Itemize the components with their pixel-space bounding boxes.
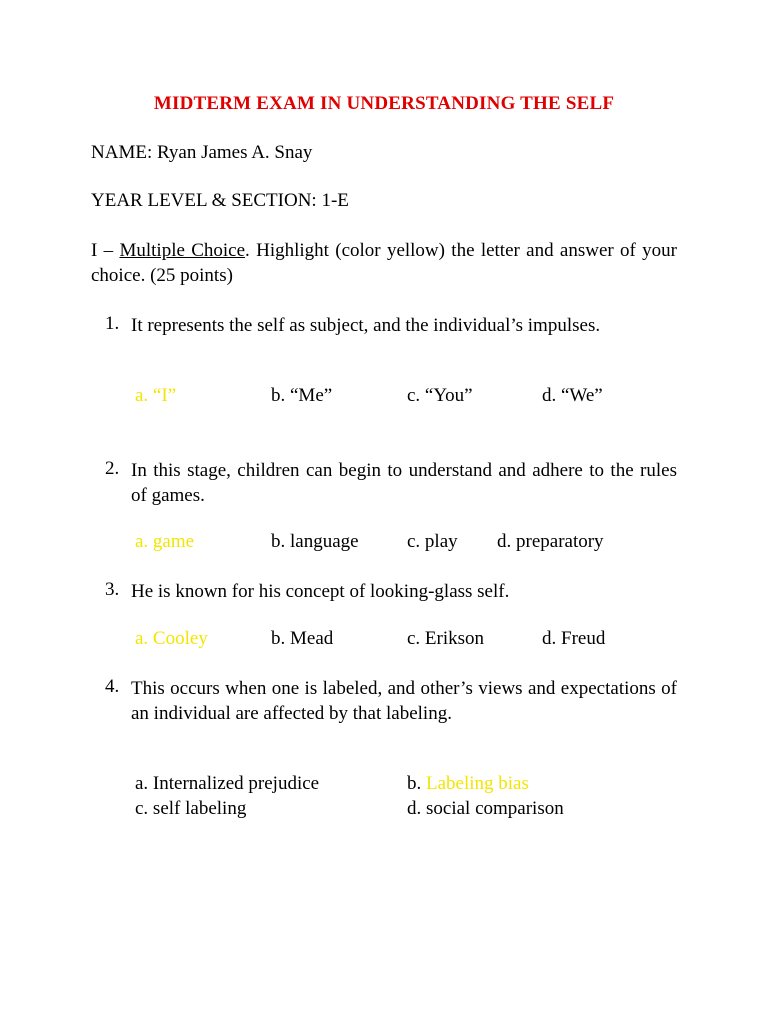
answer-option-selected-letter bbox=[407, 773, 529, 795]
section-instructions bbox=[91, 238, 677, 288]
answer-option: a. Internalized prejudice bbox=[135, 773, 320, 794]
student-name: NAME: Ryan James A. Snay bbox=[91, 142, 313, 163]
answer-option: c. play bbox=[407, 531, 458, 552]
answer-option-selected: a. “I” bbox=[135, 385, 177, 406]
question-number: 1. bbox=[105, 313, 120, 334]
answer-option: c. Erikson bbox=[407, 628, 485, 649]
section-heading: Multiple Choice bbox=[119, 240, 246, 261]
question-number: 2. bbox=[105, 458, 120, 479]
answer-option-selected: a. game bbox=[135, 531, 195, 552]
answer-option: c. “You” bbox=[407, 385, 473, 406]
question-number: 3. bbox=[105, 579, 120, 600]
answer-option: b. “Me” bbox=[271, 385, 333, 406]
question-text: It represents the self as subject, and the individual’s impulses. bbox=[131, 315, 601, 336]
answer-option: c. self labeling bbox=[135, 798, 247, 819]
answer-letter: b. bbox=[407, 773, 422, 794]
answer-option: d. Freud bbox=[542, 628, 606, 649]
answer-option: d. “We” bbox=[542, 385, 603, 406]
answer-option: d. social comparison bbox=[407, 798, 564, 819]
section-prefix: I – bbox=[91, 240, 120, 261]
question-text: He is known for his concept of looking-glass self. bbox=[131, 581, 510, 602]
year-level-section: YEAR LEVEL & SECTION: 1-E bbox=[91, 190, 349, 211]
instructions-text: . Highlight (color yellow) the letter and answer of your choice. (25 points) bbox=[91, 240, 678, 286]
answer-option: b. language bbox=[271, 531, 359, 552]
exam-title: MIDTERM EXAM IN UNDERSTANDING THE SELF bbox=[153, 93, 615, 114]
answer-option: b. Mead bbox=[271, 628, 334, 649]
question-text: In this stage, children can begin to understand and adhere to the rules of games. bbox=[131, 460, 677, 506]
answer-option: d. preparatory bbox=[497, 531, 604, 552]
question-number: 4. bbox=[105, 676, 120, 697]
answer-option-selected: a. Cooley bbox=[135, 628, 208, 649]
question-text: This occurs when one is labeled, and other’s views and expectations of an individual are affected by that labeling. bbox=[131, 678, 677, 724]
answer-text-selected: Labeling bias bbox=[426, 773, 529, 794]
